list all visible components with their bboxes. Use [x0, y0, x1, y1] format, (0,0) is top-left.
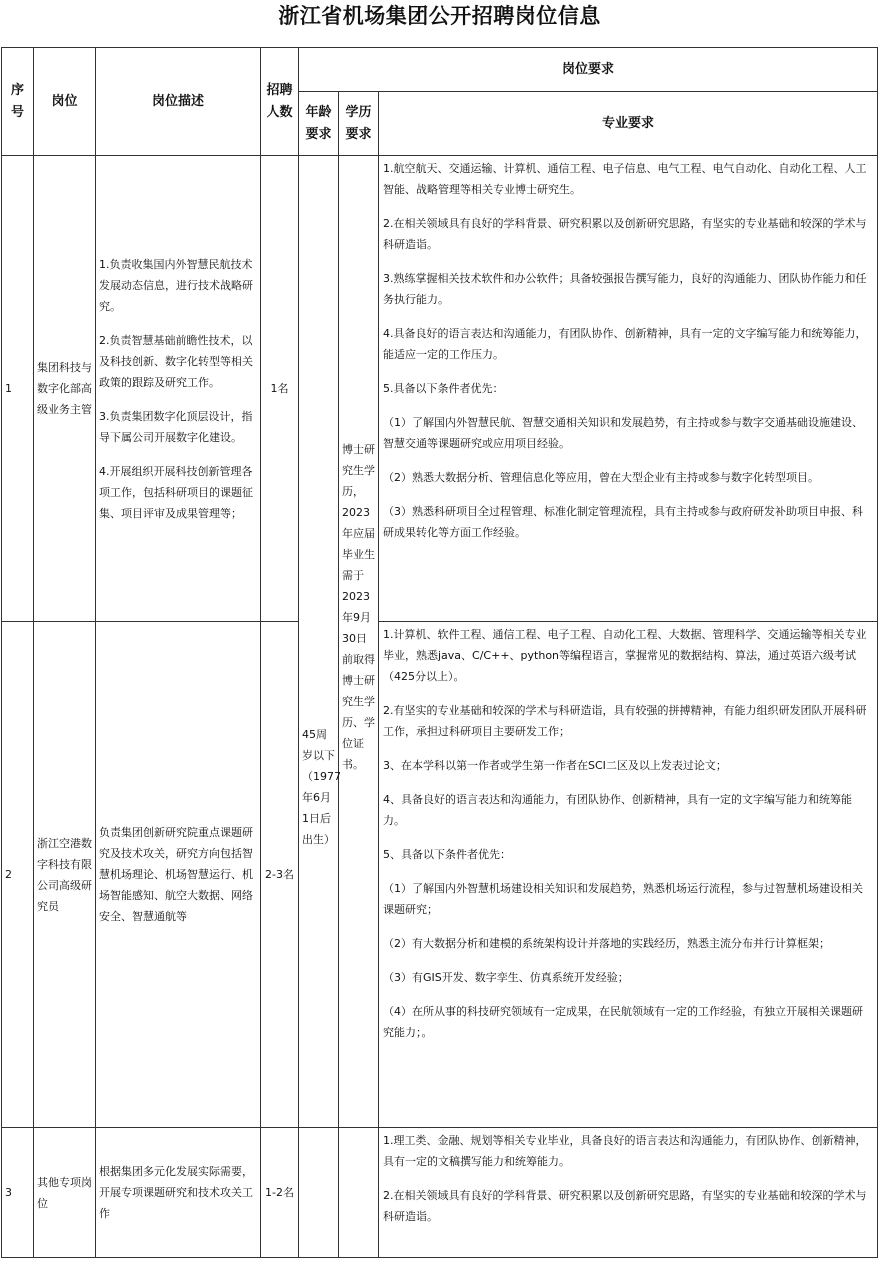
header-post: 岗位	[34, 48, 96, 156]
row-post: 浙江空港数字科技有限公司高级研究员	[34, 622, 96, 1128]
table-row	[2, 1128, 878, 1258]
header-seq: 序号	[2, 48, 34, 156]
header-desc: 岗位描述	[96, 48, 261, 156]
req-item: 4、具备良好的语言表达和沟通能力，有团队协作、创新精神，具有一定的文字编写能力和统筹能力。	[383, 793, 852, 827]
req-item: （2）熟悉大数据分析、管理信息化等应用，曾在大型企业有主持或参与数字化转型项目。	[383, 471, 819, 484]
row-seq: 2	[2, 622, 34, 1128]
desc-item: 4.开展组织开展科技创新管理各项工作，包括科研项目的课题征集、项目评审及成果管理等；	[99, 464, 253, 520]
age-requirement-empty	[299, 1128, 339, 1258]
req-item: 2.有坚实的专业基础和较深的学术与科研造诣，具有较强的拼搏精神，有能力组织研发团队开展科研工作，承担过科研项目主要研发工作；	[383, 704, 867, 738]
req-item: 2.在相关领域具有良好的学科背景、研究积累以及创新研究思路，有坚实的专业基础和较深的学术与科研造诣。	[383, 1189, 867, 1223]
table-row	[2, 622, 878, 1128]
req-item: （1）了解国内外智慧机场建设相关知识和发展趋势，熟悉机场运行流程，参与过智慧机场建设相关课题研究；	[383, 882, 863, 916]
row-count: 2-3名	[261, 622, 299, 1128]
desc-item: 2.负责智慧基础前瞻性技术，以及科技创新、数字化转型等相关政策的跟踪及研究工作。	[99, 333, 253, 389]
row-post: 集团科技与数字化部高级业务主管	[34, 156, 96, 622]
req-item: （1）了解国内外智慧民航、智慧交通相关知识和发展趋势，有主持或参与数字交通基础设施建设、智慧交通等课题研究或应用项目经验。	[383, 416, 863, 450]
req-item: 1.计算机、软件工程、通信工程、电子工程、自动化工程、大数据、管理科学、交通运输等相关专业毕业，熟悉java、C/C++、python等编程语言，掌握常见的数据结构、算法，通过英语六级考试（425分以上）。	[383, 628, 867, 683]
req-item: （4）在所从事的科技研究领域有一定成果，在民航领域有一定的工作经验，有独立开展相关课题研究能力；。	[383, 1005, 863, 1039]
edu-requirement	[339, 156, 379, 1128]
header-count: 招聘人数	[261, 48, 299, 156]
req-item: 1.航空航天、交通运输、计算机、通信工程、电子信息、电气工程、电气自动化、自动化工程、人工智能、战略管理等相关专业博士研究生。	[383, 162, 867, 196]
row-major-requirements	[379, 156, 878, 622]
header-row-top	[2, 48, 878, 92]
header-edu: 学历要求	[339, 92, 379, 156]
row-desc	[96, 156, 261, 622]
age-requirement	[299, 156, 339, 1128]
age-text: 45周岁以下（1977年6月1日后出生）	[302, 727, 341, 846]
edu-requirement-empty	[339, 1128, 379, 1258]
req-item: 2.在相关领域具有良好的学科背景、研究积累以及创新研究思路，有坚实的专业基础和较深的学术与科研造诣。	[383, 217, 867, 251]
req-item: （2）有大数据分析和建模的系统架构设计并落地的实践经历，熟悉主流分布并行计算框架；	[383, 937, 830, 950]
desc-item: 1.负责收集国内外智慧民航技术发展动态信息，进行技术战略研究。	[99, 257, 253, 313]
req-item: 3、在本学科以第一作者或学生第一作者在SCI二区及以上发表过论文；	[383, 759, 727, 772]
row-count: 1-2名	[261, 1128, 299, 1258]
req-item: 1.理工类、金融、规划等相关专业毕业，具备良好的语言表达和沟通能力，有团队协作、创新精神，具有一定的文稿撰写能力和统筹能力。	[383, 1134, 867, 1168]
header-requirements: 岗位要求	[299, 48, 878, 92]
req-item: 5.具备以下条件者优先：	[383, 382, 504, 395]
row-major-requirements	[379, 622, 878, 1128]
desc-item: 根据集团多元化发展实际需要，开展专项课题研究和技术攻关工作	[99, 1165, 253, 1220]
req-item: 3.熟练掌握相关技术软件和办公软件；具备较强报告撰写能力，良好的沟通能力、团队协作能力和任务执行能力。	[383, 272, 867, 306]
header-age: 年龄要求	[299, 92, 339, 156]
row-major-requirements	[379, 1128, 878, 1258]
row-desc	[96, 622, 261, 1128]
page-title: 浙江省机场集团公开招聘岗位信息	[278, 4, 601, 28]
req-item: 5、具备以下条件者优先：	[383, 848, 511, 861]
row-count: 1名	[261, 156, 299, 622]
table-row	[2, 156, 878, 622]
desc-item: 3.负责集团数字化顶层设计，指导下属公司开展数字化建设。	[99, 409, 253, 444]
row-post: 其他专项岗位	[34, 1128, 96, 1258]
row-seq: 3	[2, 1128, 34, 1258]
row-desc	[96, 1128, 261, 1258]
req-item: （3）有GIS开发、数字孪生、仿真系统开发经验；	[383, 971, 629, 984]
header-major: 专业要求	[379, 92, 878, 156]
row-seq: 1	[2, 156, 34, 622]
req-item: （3）熟悉科研项目全过程管理、标准化制定管理流程，具有主持或参与政府研发补助项目申报、科研成果转化等方面工作经验。	[383, 505, 863, 539]
edu-text: 博士研究生学历，2023年应届毕业生需于2023年9月30日前取得博士研究生学历、学位证书。	[342, 442, 375, 771]
positions-table	[1, 47, 878, 1258]
req-item: 4.具备良好的语言表达和沟通能力，有团队协作、创新精神，具有一定的文字编写能力和统筹能力，能适应一定的工作压力。	[383, 327, 867, 361]
desc-item: 负责集团创新研究院重点课题研究及技术攻关，研究方向包括智慧机场理论、机场智慧运行、机场智能感知、航空大数据、网络安全、智慧通航等	[99, 826, 253, 923]
